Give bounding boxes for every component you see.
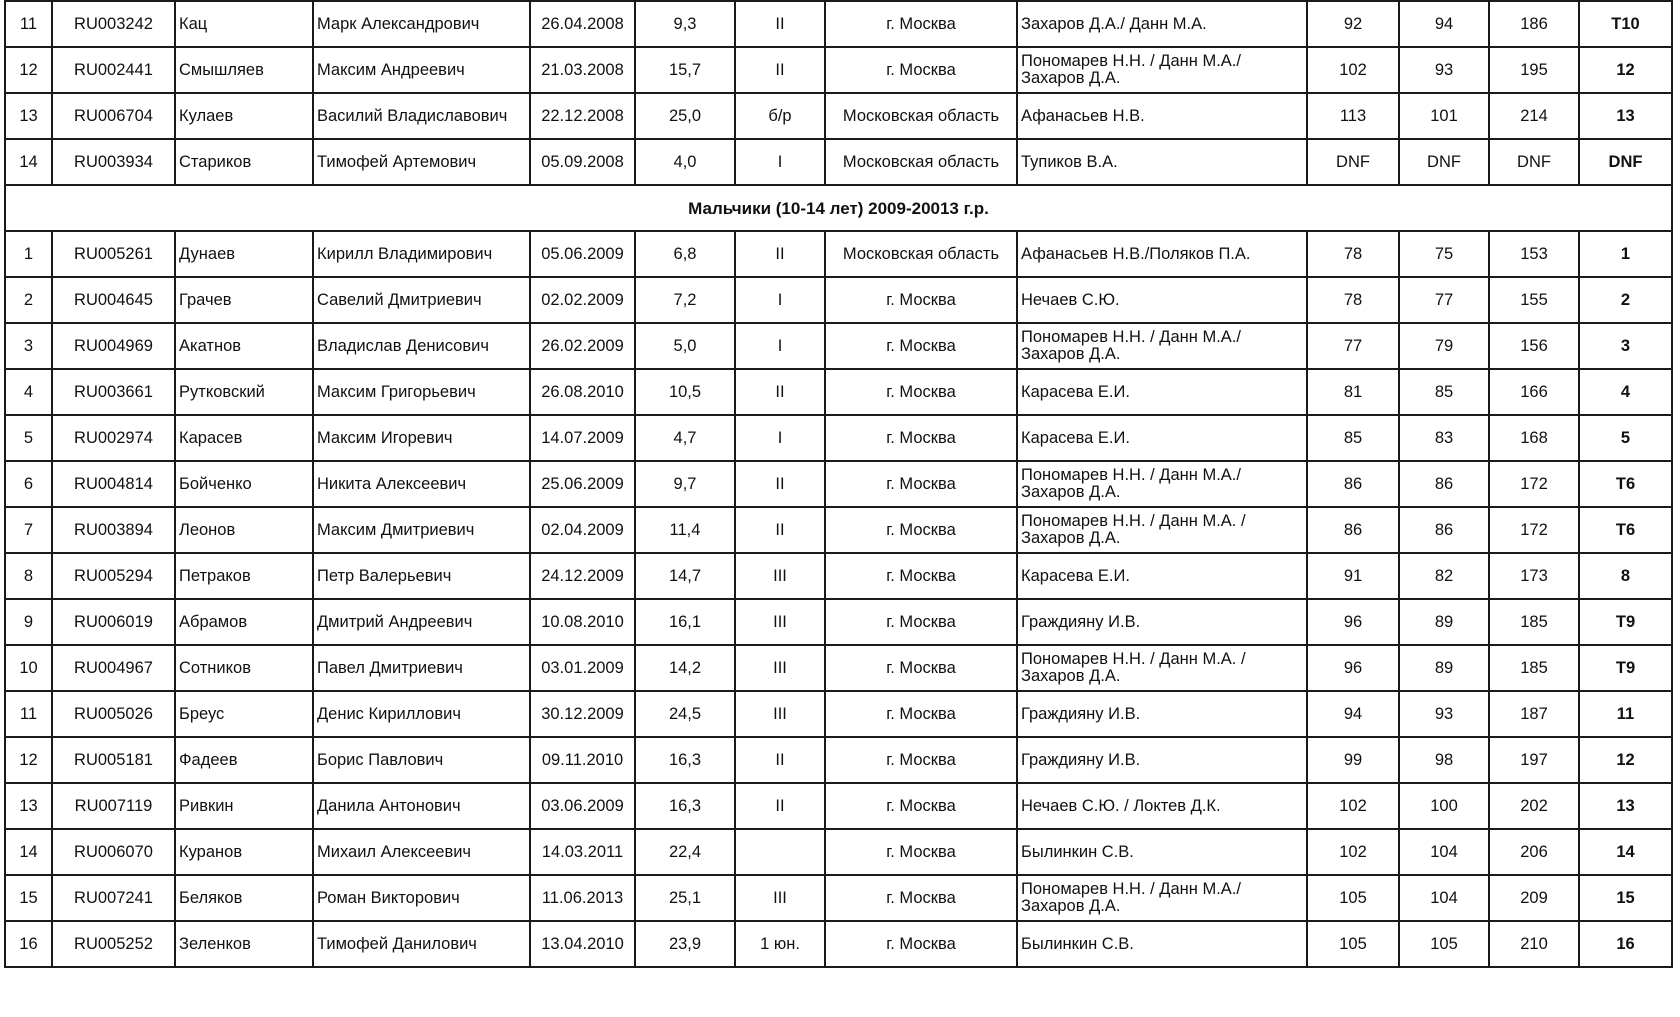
cell-player-id: RU004645 xyxy=(52,277,175,323)
cell-birth-date: 24.12.2009 xyxy=(530,553,635,599)
cell-number: 8 xyxy=(5,553,52,599)
cell-birth-date: 10.08.2010 xyxy=(530,599,635,645)
cell-first-patronymic: Роман Викторович xyxy=(313,875,530,921)
cell-region: г. Москва xyxy=(825,783,1017,829)
cell-round-1: 96 xyxy=(1307,645,1399,691)
cell-round-1: 105 xyxy=(1307,921,1399,967)
cell-round-1: 99 xyxy=(1307,737,1399,783)
cell-surname: Зеленков xyxy=(175,921,313,967)
cell-surname: Леонов xyxy=(175,507,313,553)
cell-region: г. Москва xyxy=(825,323,1017,369)
table-row xyxy=(5,783,1672,829)
cell-birth-date: 02.02.2009 xyxy=(530,277,635,323)
cell-coach: Нечаев С.Ю. / Локтев Д.К. xyxy=(1017,783,1307,829)
cell-coach: Граждияну И.В. xyxy=(1017,691,1307,737)
cell-total: 168 xyxy=(1489,415,1579,461)
cell-first-patronymic: Борис Павлович xyxy=(313,737,530,783)
cell-surname: Кац xyxy=(175,1,313,47)
cell-handicap: 7,2 xyxy=(635,277,735,323)
cell-round-2: 85 xyxy=(1399,369,1489,415)
cell-surname: Фадеев xyxy=(175,737,313,783)
cell-first-patronymic: Владислав Денисович xyxy=(313,323,530,369)
cell-region: г. Москва xyxy=(825,461,1017,507)
cell-region: г. Москва xyxy=(825,921,1017,967)
cell-surname: Сотников xyxy=(175,645,313,691)
cell-birth-date: 03.01.2009 xyxy=(530,645,635,691)
cell-total: 156 xyxy=(1489,323,1579,369)
cell-number: 11 xyxy=(5,691,52,737)
cell-total: 185 xyxy=(1489,645,1579,691)
cell-coach: Тупиков В.А. xyxy=(1017,139,1307,185)
cell-total: 187 xyxy=(1489,691,1579,737)
cell-total: 172 xyxy=(1489,507,1579,553)
cell-birth-date: 26.04.2008 xyxy=(530,1,635,47)
cell-total: 202 xyxy=(1489,783,1579,829)
cell-handicap: 16,3 xyxy=(635,737,735,783)
cell-round-1: 85 xyxy=(1307,415,1399,461)
cell-number: 11 xyxy=(5,1,52,47)
cell-handicap: 14,2 xyxy=(635,645,735,691)
cell-player-id: RU004814 xyxy=(52,461,175,507)
table-row xyxy=(5,47,1672,93)
cell-place: 12 xyxy=(1579,737,1672,783)
cell-handicap: 4,7 xyxy=(635,415,735,461)
table-row xyxy=(5,369,1672,415)
cell-category: II xyxy=(735,47,825,93)
cell-round-2: 105 xyxy=(1399,921,1489,967)
cell-player-id: RU003934 xyxy=(52,139,175,185)
table-row xyxy=(5,921,1672,967)
cell-coach: Карасева Е.И. xyxy=(1017,415,1307,461)
section-title: Мальчики (10-14 лет) 2009-20013 г.р. xyxy=(5,185,1672,231)
cell-place: 8 xyxy=(1579,553,1672,599)
cell-birth-date: 14.07.2009 xyxy=(530,415,635,461)
cell-number: 5 xyxy=(5,415,52,461)
cell-birth-date: 25.06.2009 xyxy=(530,461,635,507)
cell-coach: Былинкин С.В. xyxy=(1017,829,1307,875)
cell-coach: Нечаев С.Ю. xyxy=(1017,277,1307,323)
cell-first-patronymic: Тимофей Артемович xyxy=(313,139,530,185)
cell-player-id: RU007119 xyxy=(52,783,175,829)
cell-place: 1 xyxy=(1579,231,1672,277)
cell-coach: Пономарев Н.Н. / Данн М.А. / Захаров Д.А. xyxy=(1017,645,1307,691)
cell-first-patronymic: Савелий Дмитриевич xyxy=(313,277,530,323)
cell-round-1: 86 xyxy=(1307,507,1399,553)
cell-round-2: 93 xyxy=(1399,47,1489,93)
cell-first-patronymic: Павел Дмитриевич xyxy=(313,645,530,691)
cell-round-2: 89 xyxy=(1399,599,1489,645)
cell-round-2: 83 xyxy=(1399,415,1489,461)
cell-round-1: 86 xyxy=(1307,461,1399,507)
cell-round-1: 81 xyxy=(1307,369,1399,415)
cell-number: 12 xyxy=(5,47,52,93)
results-table xyxy=(4,0,1673,968)
cell-number: 14 xyxy=(5,829,52,875)
cell-birth-date: 11.06.2013 xyxy=(530,875,635,921)
cell-player-id: RU005252 xyxy=(52,921,175,967)
cell-player-id: RU006704 xyxy=(52,93,175,139)
cell-round-1: DNF xyxy=(1307,139,1399,185)
cell-player-id: RU004969 xyxy=(52,323,175,369)
cell-round-1: 77 xyxy=(1307,323,1399,369)
cell-player-id: RU002974 xyxy=(52,415,175,461)
cell-first-patronymic: Михаил Алексеевич xyxy=(313,829,530,875)
cell-round-1: 92 xyxy=(1307,1,1399,47)
cell-category: 1 юн. xyxy=(735,921,825,967)
cell-region: г. Москва xyxy=(825,369,1017,415)
cell-coach: Граждияну И.В. xyxy=(1017,737,1307,783)
cell-round-2: 93 xyxy=(1399,691,1489,737)
cell-region: г. Москва xyxy=(825,507,1017,553)
cell-number: 4 xyxy=(5,369,52,415)
cell-coach: Граждияну И.В. xyxy=(1017,599,1307,645)
cell-birth-date: 03.06.2009 xyxy=(530,783,635,829)
cell-round-1: 102 xyxy=(1307,47,1399,93)
cell-handicap: 16,3 xyxy=(635,783,735,829)
cell-total: 155 xyxy=(1489,277,1579,323)
cell-surname: Ривкин xyxy=(175,783,313,829)
cell-number: 14 xyxy=(5,139,52,185)
group-before xyxy=(5,1,1672,185)
cell-coach: Пономарев Н.Н. / Данн М.А./ Захаров Д.А. xyxy=(1017,461,1307,507)
cell-total: 185 xyxy=(1489,599,1579,645)
table-row xyxy=(5,553,1672,599)
table-row xyxy=(5,737,1672,783)
cell-round-1: 113 xyxy=(1307,93,1399,139)
cell-player-id: RU006070 xyxy=(52,829,175,875)
cell-player-id: RU005026 xyxy=(52,691,175,737)
cell-region: г. Москва xyxy=(825,415,1017,461)
section-header-row xyxy=(5,185,1672,231)
cell-region: г. Москва xyxy=(825,277,1017,323)
cell-first-patronymic: Максим Игоревич xyxy=(313,415,530,461)
cell-birth-date: 22.12.2008 xyxy=(530,93,635,139)
cell-player-id: RU006019 xyxy=(52,599,175,645)
cell-handicap: 4,0 xyxy=(635,139,735,185)
cell-category: II xyxy=(735,369,825,415)
table-row xyxy=(5,599,1672,645)
cell-region: г. Москва xyxy=(825,737,1017,783)
cell-place: DNF xyxy=(1579,139,1672,185)
cell-region: г. Москва xyxy=(825,599,1017,645)
table-row xyxy=(5,231,1672,277)
cell-place: 13 xyxy=(1579,93,1672,139)
table-row xyxy=(5,875,1672,921)
cell-region: г. Москва xyxy=(825,691,1017,737)
cell-round-2: 89 xyxy=(1399,645,1489,691)
cell-round-1: 102 xyxy=(1307,829,1399,875)
cell-total: 206 xyxy=(1489,829,1579,875)
cell-first-patronymic: Василий Владиславович xyxy=(313,93,530,139)
cell-number: 13 xyxy=(5,93,52,139)
cell-handicap: 14,7 xyxy=(635,553,735,599)
cell-round-2: 77 xyxy=(1399,277,1489,323)
cell-round-2: 75 xyxy=(1399,231,1489,277)
cell-total: 195 xyxy=(1489,47,1579,93)
table-row xyxy=(5,323,1672,369)
cell-player-id: RU007241 xyxy=(52,875,175,921)
cell-region: г. Москва xyxy=(825,875,1017,921)
cell-place: Т6 xyxy=(1579,507,1672,553)
cell-round-2: 104 xyxy=(1399,829,1489,875)
cell-coach: Пономарев Н.Н. / Данн М.А./ Захаров Д.А. xyxy=(1017,875,1307,921)
cell-place: 5 xyxy=(1579,415,1672,461)
cell-first-patronymic: Максим Дмитриевич xyxy=(313,507,530,553)
cell-number: 2 xyxy=(5,277,52,323)
cell-category: III xyxy=(735,599,825,645)
cell-total: DNF xyxy=(1489,139,1579,185)
cell-coach: Карасева Е.И. xyxy=(1017,553,1307,599)
cell-coach: Афанасьев Н.В. xyxy=(1017,93,1307,139)
cell-number: 12 xyxy=(5,737,52,783)
cell-number: 10 xyxy=(5,645,52,691)
cell-place: Т9 xyxy=(1579,645,1672,691)
cell-handicap: 5,0 xyxy=(635,323,735,369)
cell-category: б/р xyxy=(735,93,825,139)
cell-handicap: 25,0 xyxy=(635,93,735,139)
table-row xyxy=(5,645,1672,691)
cell-handicap: 25,1 xyxy=(635,875,735,921)
cell-category: III xyxy=(735,645,825,691)
cell-handicap: 22,4 xyxy=(635,829,735,875)
cell-round-2: 94 xyxy=(1399,1,1489,47)
cell-surname: Беляков xyxy=(175,875,313,921)
cell-round-2: 101 xyxy=(1399,93,1489,139)
cell-place: 2 xyxy=(1579,277,1672,323)
cell-round-2: 86 xyxy=(1399,461,1489,507)
cell-birth-date: 26.02.2009 xyxy=(530,323,635,369)
cell-coach: Захаров Д.А./ Данн М.А. xyxy=(1017,1,1307,47)
cell-region: г. Москва xyxy=(825,829,1017,875)
cell-category: II xyxy=(735,783,825,829)
cell-player-id: RU002441 xyxy=(52,47,175,93)
cell-first-patronymic: Максим Андреевич xyxy=(313,47,530,93)
cell-round-1: 105 xyxy=(1307,875,1399,921)
cell-player-id: RU003242 xyxy=(52,1,175,47)
cell-region: г. Москва xyxy=(825,645,1017,691)
cell-region: Московская область xyxy=(825,93,1017,139)
cell-total: 209 xyxy=(1489,875,1579,921)
cell-birth-date: 21.03.2008 xyxy=(530,47,635,93)
table-row xyxy=(5,507,1672,553)
cell-surname: Бреус xyxy=(175,691,313,737)
cell-first-patronymic: Петр Валерьевич xyxy=(313,553,530,599)
cell-category: I xyxy=(735,139,825,185)
cell-surname: Бойченко xyxy=(175,461,313,507)
cell-surname: Грачев xyxy=(175,277,313,323)
cell-player-id: RU005294 xyxy=(52,553,175,599)
cell-total: 153 xyxy=(1489,231,1579,277)
cell-coach: Карасева Е.И. xyxy=(1017,369,1307,415)
cell-handicap: 6,8 xyxy=(635,231,735,277)
cell-first-patronymic: Никита Алексеевич xyxy=(313,461,530,507)
cell-place: Т9 xyxy=(1579,599,1672,645)
cell-category: II xyxy=(735,461,825,507)
cell-player-id: RU005261 xyxy=(52,231,175,277)
cell-number: 13 xyxy=(5,783,52,829)
cell-birth-date: 14.03.2011 xyxy=(530,829,635,875)
cell-surname: Дунаев xyxy=(175,231,313,277)
cell-birth-date: 05.06.2009 xyxy=(530,231,635,277)
cell-round-2: 82 xyxy=(1399,553,1489,599)
cell-first-patronymic: Марк Александрович xyxy=(313,1,530,47)
cell-total: 166 xyxy=(1489,369,1579,415)
cell-surname: Абрамов xyxy=(175,599,313,645)
cell-category: I xyxy=(735,277,825,323)
cell-birth-date: 30.12.2009 xyxy=(530,691,635,737)
cell-total: 197 xyxy=(1489,737,1579,783)
cell-birth-date: 13.04.2010 xyxy=(530,921,635,967)
cell-category: I xyxy=(735,323,825,369)
cell-first-patronymic: Тимофей Данилович xyxy=(313,921,530,967)
cell-first-patronymic: Дмитрий Андреевич xyxy=(313,599,530,645)
cell-place: 15 xyxy=(1579,875,1672,921)
cell-first-patronymic: Данила Антонович xyxy=(313,783,530,829)
cell-number: 16 xyxy=(5,921,52,967)
cell-category: II xyxy=(735,737,825,783)
cell-coach: Пономарев Н.Н. / Данн М.А./ Захаров Д.А. xyxy=(1017,47,1307,93)
cell-number: 15 xyxy=(5,875,52,921)
cell-category: II xyxy=(735,231,825,277)
cell-first-patronymic: Денис Кириллович xyxy=(313,691,530,737)
cell-handicap: 15,7 xyxy=(635,47,735,93)
cell-birth-date: 09.11.2010 xyxy=(530,737,635,783)
cell-total: 214 xyxy=(1489,93,1579,139)
cell-place: 13 xyxy=(1579,783,1672,829)
cell-region: г. Москва xyxy=(825,1,1017,47)
cell-category: II xyxy=(735,507,825,553)
table-row xyxy=(5,139,1672,185)
cell-round-2: 86 xyxy=(1399,507,1489,553)
cell-player-id: RU003894 xyxy=(52,507,175,553)
cell-handicap: 9,3 xyxy=(635,1,735,47)
cell-surname: Карасев xyxy=(175,415,313,461)
cell-total: 186 xyxy=(1489,1,1579,47)
cell-surname: Стариков xyxy=(175,139,313,185)
cell-surname: Рутковский xyxy=(175,369,313,415)
cell-number: 3 xyxy=(5,323,52,369)
cell-category: III xyxy=(735,875,825,921)
section-header-group xyxy=(5,185,1672,231)
cell-player-id: RU003661 xyxy=(52,369,175,415)
cell-handicap: 9,7 xyxy=(635,461,735,507)
cell-region: г. Москва xyxy=(825,553,1017,599)
cell-category: II xyxy=(735,1,825,47)
cell-total: 172 xyxy=(1489,461,1579,507)
cell-round-1: 94 xyxy=(1307,691,1399,737)
cell-place: 14 xyxy=(1579,829,1672,875)
cell-surname: Смышляев xyxy=(175,47,313,93)
cell-round-2: 100 xyxy=(1399,783,1489,829)
cell-number: 6 xyxy=(5,461,52,507)
cell-total: 173 xyxy=(1489,553,1579,599)
cell-first-patronymic: Кирилл Владимирович xyxy=(313,231,530,277)
cell-round-2: 79 xyxy=(1399,323,1489,369)
cell-handicap: 16,1 xyxy=(635,599,735,645)
cell-region: Московская область xyxy=(825,139,1017,185)
cell-place: 16 xyxy=(1579,921,1672,967)
cell-coach: Былинкин С.В. xyxy=(1017,921,1307,967)
cell-region: г. Москва xyxy=(825,47,1017,93)
cell-number: 7 xyxy=(5,507,52,553)
cell-round-2: DNF xyxy=(1399,139,1489,185)
cell-number: 9 xyxy=(5,599,52,645)
cell-round-1: 78 xyxy=(1307,231,1399,277)
table-row xyxy=(5,691,1672,737)
cell-coach: Пономарев Н.Н. / Данн М.А. / Захаров Д.А. xyxy=(1017,507,1307,553)
cell-place: 12 xyxy=(1579,47,1672,93)
cell-birth-date: 26.08.2010 xyxy=(530,369,635,415)
cell-place: Т10 xyxy=(1579,1,1672,47)
table-row xyxy=(5,461,1672,507)
cell-number: 1 xyxy=(5,231,52,277)
table-row xyxy=(5,1,1672,47)
cell-category xyxy=(735,829,825,875)
cell-round-1: 102 xyxy=(1307,783,1399,829)
cell-handicap: 23,9 xyxy=(635,921,735,967)
cell-category: I xyxy=(735,415,825,461)
table-row xyxy=(5,415,1672,461)
cell-category: III xyxy=(735,691,825,737)
cell-player-id: RU005181 xyxy=(52,737,175,783)
cell-surname: Куранов xyxy=(175,829,313,875)
cell-place: Т6 xyxy=(1579,461,1672,507)
cell-birth-date: 02.04.2009 xyxy=(530,507,635,553)
cell-coach: Пономарев Н.Н. / Данн М.А./ Захаров Д.А. xyxy=(1017,323,1307,369)
table-row xyxy=(5,829,1672,875)
cell-player-id: RU004967 xyxy=(52,645,175,691)
cell-place: 3 xyxy=(1579,323,1672,369)
cell-coach: Афанасьев Н.В./Поляков П.А. xyxy=(1017,231,1307,277)
cell-handicap: 10,5 xyxy=(635,369,735,415)
table-row xyxy=(5,93,1672,139)
cell-first-patronymic: Максим Григорьевич xyxy=(313,369,530,415)
cell-surname: Акатнов xyxy=(175,323,313,369)
cell-birth-date: 05.09.2008 xyxy=(530,139,635,185)
cell-round-2: 104 xyxy=(1399,875,1489,921)
cell-total: 210 xyxy=(1489,921,1579,967)
cell-surname: Кулаев xyxy=(175,93,313,139)
cell-place: 11 xyxy=(1579,691,1672,737)
cell-round-2: 98 xyxy=(1399,737,1489,783)
cell-place: 4 xyxy=(1579,369,1672,415)
table-row xyxy=(5,277,1672,323)
group-after xyxy=(5,231,1672,967)
cell-category: III xyxy=(735,553,825,599)
cell-surname: Петраков xyxy=(175,553,313,599)
cell-handicap: 24,5 xyxy=(635,691,735,737)
cell-handicap: 11,4 xyxy=(635,507,735,553)
cell-round-1: 78 xyxy=(1307,277,1399,323)
cell-round-1: 91 xyxy=(1307,553,1399,599)
cell-round-1: 96 xyxy=(1307,599,1399,645)
cell-region: Московская область xyxy=(825,231,1017,277)
